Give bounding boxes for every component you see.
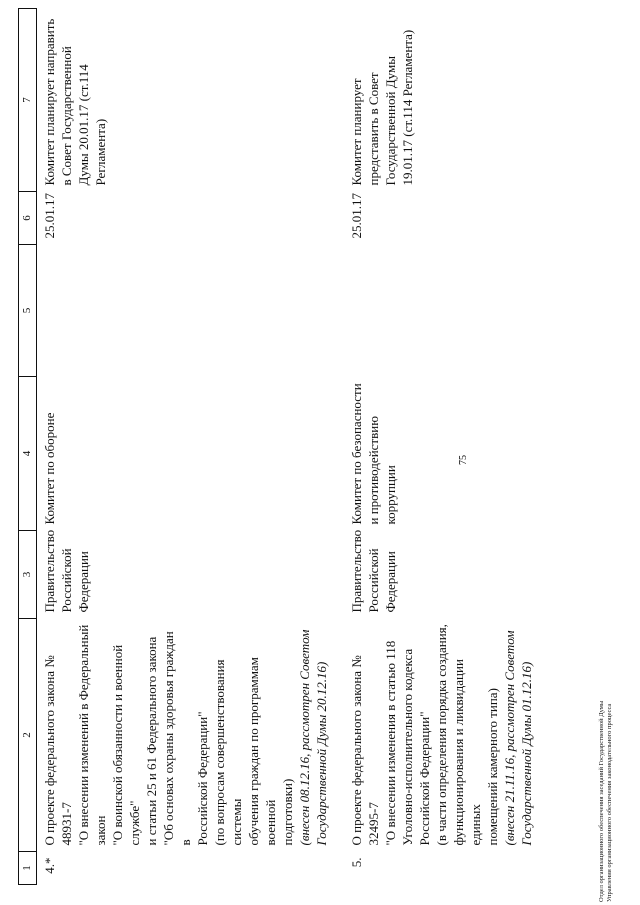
date: 25.01.17 <box>349 193 364 239</box>
bill-line: "Об основах охраны здоровья граждан в <box>161 631 193 846</box>
column-header: 7 <box>19 9 37 192</box>
note: Комитет планирует направить в Совет Государственной Думы 20.01.17 (ст.114 Регламента) <box>42 18 108 186</box>
bill-note-line: Государственной Думы 01.12.16) <box>519 661 534 846</box>
bill-line: О проекте федерального закона № 32495-7 <box>349 655 381 846</box>
bill-line: О проекте федерального закона № 48931-7 <box>42 655 74 846</box>
bill-line: (по вопросам совершенствования системы <box>212 659 244 846</box>
bill-line: функционирования и ликвидации единых <box>451 659 483 846</box>
committee: Комитет по безопасности и противодействию коррупции <box>349 383 398 525</box>
table-row <box>344 9 549 885</box>
column-header: 6 <box>19 192 37 245</box>
bill-note-line: (внесен 08.12.16, рассмотрен Советом <box>297 629 312 846</box>
bill-line: "О внесении изменения в статью 118 <box>383 640 398 846</box>
committee: Комитет по обороне <box>42 412 57 525</box>
note: Комитет планирует представить в Совет Государственной Думы 19.01.17 (ст.114 Регламента) <box>349 29 415 186</box>
initiator: Правительство Российской Федерации <box>42 529 91 613</box>
table-header-row <box>19 9 37 885</box>
bill-description <box>344 619 549 852</box>
date: 25.01.17 <box>42 193 57 239</box>
bills-table <box>18 8 549 885</box>
bill-line: Уголовно-исполнительного кодекса <box>400 648 415 846</box>
bill-note-line: Государственной Думы 20.12.16) <box>314 661 329 846</box>
footer-line: Управления организационного обеспечения законодательного процесса <box>606 703 613 902</box>
column-5-cell <box>37 245 345 377</box>
page-number: 75 <box>458 455 469 465</box>
bill-line: "О внесении изменений в Федеральный закон <box>76 624 108 846</box>
footer-line: Отдел организационного обеспечения заседаний Государственной Думы <box>598 700 605 902</box>
initiator: Правительство Российской Федерации <box>349 529 398 613</box>
bill-line: обучения граждан по программам военной <box>246 657 278 846</box>
footer <box>598 701 614 902</box>
bill-line: помещений камерного типа) <box>485 688 500 846</box>
bill-line: "О воинской обязанности и военной службе" <box>110 644 142 846</box>
bill-note-line: (внесен 21.11.16, рассмотрен Советом <box>502 630 517 846</box>
bill-line: Российской Федерации" <box>195 711 210 846</box>
column-header: 5 <box>19 245 37 377</box>
bill-line: (в части определения порядка создания, <box>434 624 449 846</box>
column-5-cell <box>344 245 549 377</box>
bill-line: подготовки) <box>280 778 295 846</box>
table-row <box>37 9 345 885</box>
column-header: 2 <box>19 619 37 852</box>
bill-description <box>37 619 345 852</box>
column-header: 1 <box>19 852 37 885</box>
bill-line: и статьи 25 и 61 Федерального закона <box>144 636 159 846</box>
column-header: 3 <box>19 531 37 619</box>
column-header: 4 <box>19 377 37 531</box>
row-number: 4.* <box>42 857 57 874</box>
row-number: 5. <box>349 857 364 868</box>
bill-line: Российской Федерации" <box>417 711 432 846</box>
